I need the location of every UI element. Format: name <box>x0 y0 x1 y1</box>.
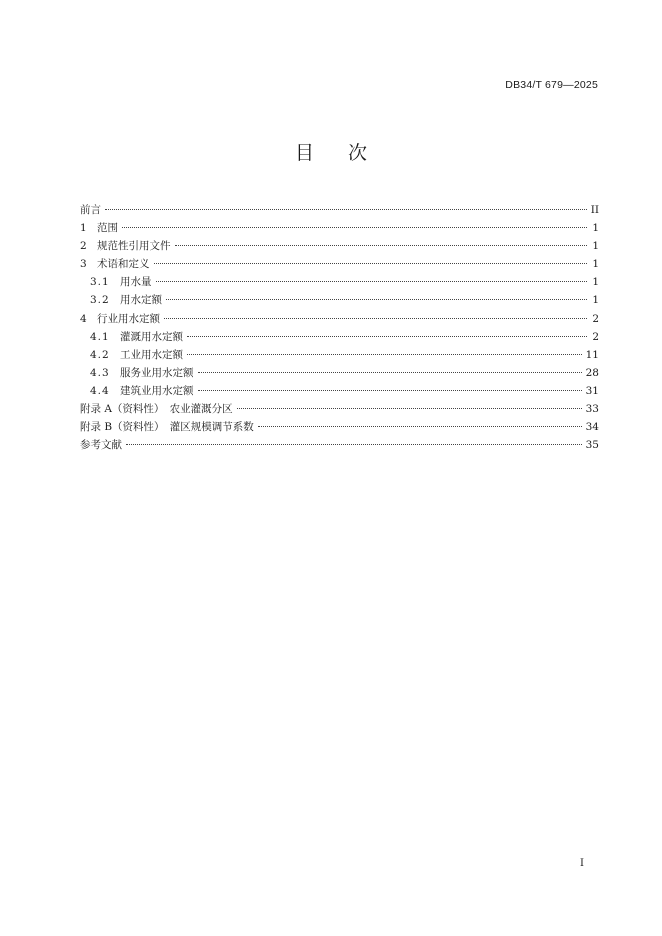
toc-label: 规范性引用文件 <box>97 240 171 253</box>
toc-entry-normative-references[interactable] <box>80 237 599 255</box>
toc-number: 4.1 <box>90 330 110 343</box>
footer-page-number: I <box>580 858 584 869</box>
toc-number: 3.2 <box>90 294 110 307</box>
toc-page-number: 35 <box>585 439 599 452</box>
toc-entry-scope[interactable] <box>80 219 599 237</box>
toc-page-number: 2 <box>592 312 599 325</box>
toc-number: 4.3 <box>90 366 110 379</box>
toc-leader <box>122 227 587 228</box>
toc-entry-industrial-quota[interactable] <box>80 346 599 364</box>
toc-page-number: 1 <box>592 240 599 253</box>
toc-label: 灌溉用水定额 <box>120 330 183 343</box>
toc-page-number: 11 <box>585 348 599 361</box>
toc-label: 附录 A（资料性） 农业灌溉分区 <box>80 403 233 416</box>
toc-leader <box>156 281 588 282</box>
toc-number: 4 <box>80 312 87 325</box>
toc-number: 1 <box>80 222 87 235</box>
toc-leader <box>198 372 582 373</box>
toc-page-number: 1 <box>592 222 599 235</box>
toc-label: 用水定额 <box>120 294 162 307</box>
toc-number: 4.4 <box>90 384 110 397</box>
toc-leader <box>164 318 587 319</box>
toc-page-number: 1 <box>592 276 599 289</box>
toc-label: 服务业用水定额 <box>120 366 194 379</box>
toc-entry-water-quota[interactable] <box>80 291 599 309</box>
toc-number: 3.1 <box>90 276 110 289</box>
toc-leader <box>237 408 582 409</box>
toc-label: 附录 B（资料性） 灌区规模调节系数 <box>80 421 254 434</box>
toc-page-number: II <box>590 204 599 216</box>
toc-page-number: 1 <box>592 294 599 307</box>
toc-leader <box>126 444 582 445</box>
toc-number: 3 <box>80 258 87 271</box>
toc-label: 行业用水定额 <box>97 312 160 325</box>
toc-page-number: 1 <box>592 258 599 271</box>
title-char-2: 次 <box>348 142 368 164</box>
toc-entry-water-consumption[interactable] <box>80 273 599 291</box>
toc-entry-service-quota[interactable] <box>80 364 599 382</box>
toc-page-number: 34 <box>585 421 599 434</box>
toc-page-number: 33 <box>585 403 599 416</box>
toc-label: 参考文献 <box>80 439 122 452</box>
toc-entry-construction-quota[interactable] <box>80 382 599 400</box>
toc-label: 工业用水定额 <box>120 348 183 361</box>
toc-number: 4.2 <box>90 348 110 361</box>
toc-label: 前言 <box>80 204 101 216</box>
page-title <box>0 138 662 165</box>
toc-leader <box>187 336 587 337</box>
toc-label: 范围 <box>97 222 118 235</box>
toc-leader <box>258 426 582 427</box>
toc-entry-appendix-a[interactable] <box>80 400 599 418</box>
document-code: DB34/T 679—2025 <box>505 79 598 91</box>
toc-number: 2 <box>80 240 87 253</box>
toc-entry-appendix-b[interactable] <box>80 418 599 436</box>
toc-leader <box>166 299 587 300</box>
toc-leader <box>175 245 588 246</box>
toc-leader <box>187 354 582 355</box>
toc-label: 用水量 <box>120 276 152 289</box>
toc-leader <box>105 209 587 210</box>
toc-page-number: 31 <box>585 384 599 397</box>
toc-page-number: 2 <box>592 330 599 343</box>
toc-entry-irrigation-quota[interactable] <box>80 328 599 346</box>
toc-label: 术语和定义 <box>97 258 150 271</box>
toc-leader <box>154 263 588 264</box>
toc-entry-industry-water-quota[interactable] <box>80 310 599 328</box>
toc-entry-bibliography[interactable] <box>80 436 599 454</box>
title-char-1: 目 <box>294 142 314 164</box>
toc-entry-foreword[interactable] <box>80 201 599 219</box>
toc-entry-terms-definitions[interactable] <box>80 255 599 273</box>
toc-page-number: 28 <box>585 366 599 379</box>
table-of-contents <box>80 201 599 454</box>
toc-leader <box>198 390 582 391</box>
toc-label: 建筑业用水定额 <box>120 384 194 397</box>
